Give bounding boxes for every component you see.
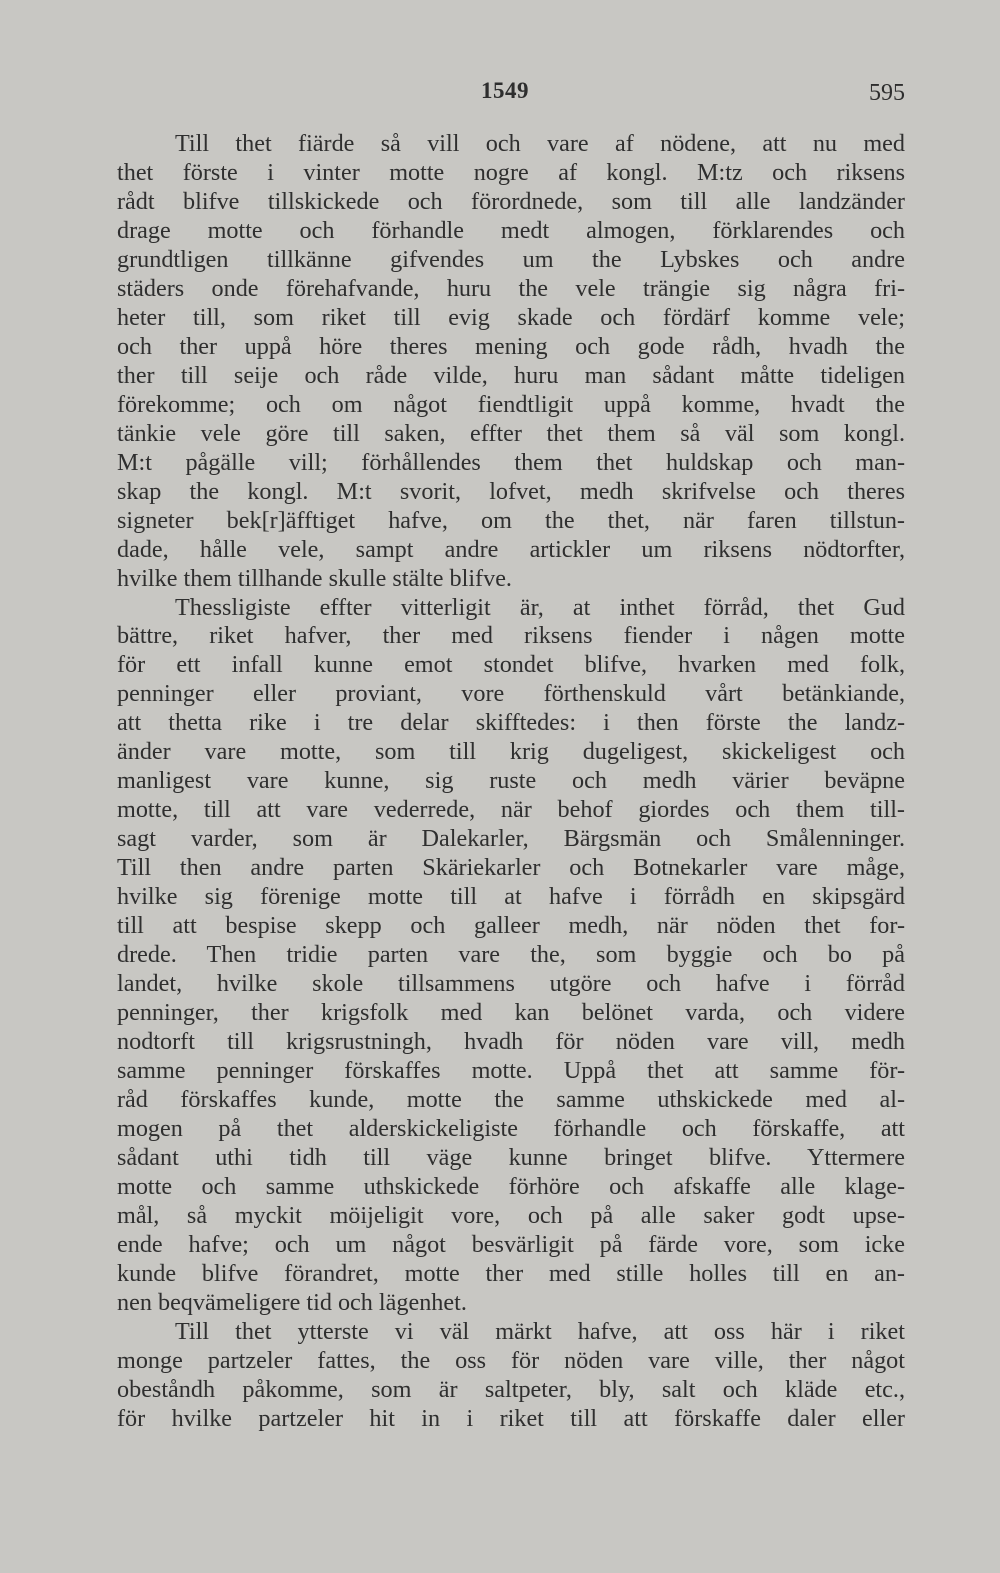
text-line: för hvilke partzeler hit in i riket till att förskaffe daler eller xyxy=(117,1404,905,1432)
text-line: signeter bek[r]äfftiget hafve, om the thet, när faren tillstun- xyxy=(117,506,905,534)
text-line: thet förste i vinter motte nogre af kongl. M:tz och riksens xyxy=(117,158,905,186)
text-line: penninger, ther krigsfolk med kan belönet varda, och videre xyxy=(117,999,905,1027)
text-line: förekomme; och om något fiendtligit uppå komme, hvadt the xyxy=(117,390,905,418)
text-line: Thessligiste effter vitterligit är, at inthet förråd, thet Gud xyxy=(175,593,905,621)
text-line: heter till, som riket till evig skade och fördärf komme vele; xyxy=(117,303,905,331)
text-line: mål, så myckit möijeligit vore, och på alle saker godt upse- xyxy=(117,1201,905,1229)
header-year: 1549 xyxy=(481,78,529,103)
text-line: rådt blifve tillskickede och förordnede, som till alle landzänder xyxy=(117,187,905,215)
text-line: motte och samme uthskickede förhöre och afskaffe alle klage- xyxy=(117,1172,905,1200)
text-line: drede. Then tridie parten vare the, som byggie och bo på xyxy=(117,941,905,969)
text-line: samme penninger förskaffes motte. Uppå thet att samme för- xyxy=(117,1057,905,1084)
text-line: penninger eller proviant, vore förthenskuld vårt betänkiande, xyxy=(117,680,905,708)
text-line: hvilke sig förenige motte till at hafve i förrådh en skipsgärd xyxy=(117,883,905,911)
text-line: Till then andre parten Skäriekarler och Botnekarler vare måge, xyxy=(117,854,905,882)
text-line: monge partzeler fattes, the oss för nöden vare ville, ther något xyxy=(117,1346,905,1374)
running-header xyxy=(117,78,905,118)
text-line: dade, hålle vele, sampt andre artickler um riksens nödtorfter, xyxy=(117,535,905,563)
text-line: grundtligen tillkänne gifvendes um the Lybskes och andre xyxy=(117,245,905,273)
text-line: och ther uppå höre theres mening och gode rådh, hvadh the xyxy=(117,332,905,360)
text-line: änder vare motte, som till krig dugeligest, skickeligest och xyxy=(117,738,905,766)
text-line: kunde blifve förandret, motte ther med stille holles till en an- xyxy=(117,1259,905,1287)
text-line: sådant uthi tidh till väge kunne bringet blifve. Yttermere xyxy=(117,1143,905,1171)
text-line: sagt varder, som är Dalekarler, Bärgsmän och Smålenninger. xyxy=(117,825,905,853)
text-line: ther till seije och råde vilde, huru man sådant måtte tideligen xyxy=(117,361,905,389)
text-line: motte, till att vare vederrede, när behof giordes och them till- xyxy=(117,796,905,824)
text-line: nodtorft till krigsrustningh, hvadh för nöden vare vill, medh xyxy=(117,1028,905,1056)
text-line: bättre, riket hafver, ther med riksens fiender i någen motte xyxy=(117,622,905,650)
text-line: mogen på thet alderskickeligiste förhandle och förskaffe, att xyxy=(117,1114,905,1142)
text-line: ende hafve; och um något besvärligit på färde vore, som icke xyxy=(117,1230,905,1258)
text-line: manligest vare kunne, sig ruste och medh värier beväpne xyxy=(117,767,905,795)
text-line: nen beqvämeligere tid och lägenhet. xyxy=(117,1288,467,1316)
text-line: att thetta rike i tre delar skifftedes: i then förste the landz- xyxy=(117,709,905,737)
text-line: obeståndh påkomme, som är saltpeter, bly, salt och kläde etc., xyxy=(117,1375,905,1403)
text-line: hvilke them tillhande skulle stälte blifve. xyxy=(117,564,512,592)
text-line: för ett infall kunne emot stondet blifve, hvarken med folk, xyxy=(117,651,905,679)
text-line: skap the kongl. M:t svorit, lofvet, medh skrifvelse och theres xyxy=(117,477,905,505)
text-line: landet, hvilke skole tillsammens utgöre och hafve i förråd xyxy=(117,970,905,998)
body-text xyxy=(117,130,905,1434)
page-number: 595 xyxy=(869,80,905,106)
text-line: drage motte och förhandle medt almogen, förklarendes och xyxy=(117,216,905,244)
text-line: råd förskaffes kunde, motte the samme uthskickede med al- xyxy=(117,1085,905,1113)
text-line: M:t pågälle vill; förhållendes them thet huldskap och man- xyxy=(117,448,905,476)
text-line: Till thet fiärde så vill och vare af nödene, att nu med xyxy=(175,130,905,157)
text-line: Till thet ytterste vi väl märkt hafve, att oss här i riket xyxy=(175,1317,905,1345)
text-line: städers onde förehafvande, huru the vele trängie sig några fri- xyxy=(117,274,905,302)
text-line: tänkie vele göre till saken, effter thet them så väl som kongl. xyxy=(117,419,905,447)
text-line: till att bespise skepp och galleer medh, när nöden thet for- xyxy=(117,912,905,940)
